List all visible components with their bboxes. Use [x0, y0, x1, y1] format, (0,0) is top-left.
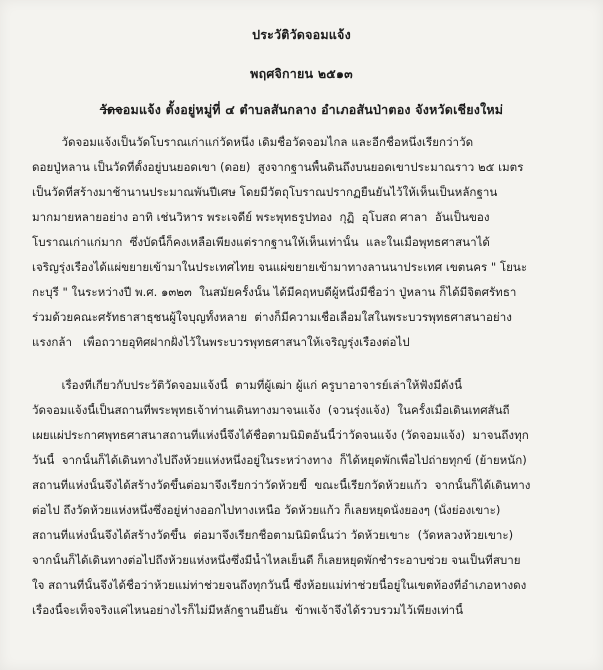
p1-line: เป็นวัดที่สร้างมาช้านานประมาณพันปีเศษ โดยมีวัตถุโบราณปรากฏยืนยันไว้ให้เห็นเป็นหลักฐาน: [32, 185, 498, 199]
p2-line: เผยแผ่ประกาศพุทธศาสนาสถานที่แห่งนี้จึงได้ชื่อตามนิมิตอันนี้ว่าวัดจนแจ้ง (วัดจอมแจ้ง) มาจนถึงทุก: [32, 428, 529, 442]
document-title: ประวัติวัดจอมแจ้ง: [252, 27, 351, 42]
p2-line: จากนั้นก็ได้เดินทางต่อไปถึงห้วยแห่งหนึ่งซึ่งมีน้ำไหลเย็นดี ก็เลยหยุดพักชำระอาบซ่วย จนเป็นที่สบาย: [32, 553, 521, 567]
p1-line: วัดจอมแจ้งเป็นวัดโบราณเก่าแก่วัดหนึ่ง เดิมชื่อวัดจอมไกล และอีกชื่อหนึ่งเรียกว่าวัด: [32, 135, 474, 149]
p2-line: สถานที่แห่งนั้นจึงได้สร้างวัดขึ้นต่อมาจึงเรียกว่าวัดห้วยขี้ ขณะนี้เรียกวัดห้วยแก้ว จากนั้นก็ได้เดินทาง: [32, 478, 531, 492]
document-date: พฤศจิกายน ๒๕๑๓: [250, 66, 353, 81]
location-text: อมแจ้ง ตั้งอยู่หมู่ที่ ๔ ตำบลสันกลาง อำเภอสันป่าตอง จังหวัดเชียงใหม่: [122, 102, 504, 117]
p1-line: กะบุรี " ในระหว่างปี พ.ศ. ๑๓๒๓ ในสมัยครั้งนั้น ได้มีคฤหบดีผู้หนึ่งมีชื่อว่า ปู่หลาน ก็ได้มีจิตศรัทธา: [32, 285, 517, 299]
p1-line: แรงกล้า เพื่อถวายอุทิศฝากฝั่งไว้ในพระบวรพุทธศาสนาให้เจริญรุ่งเรืองต่อไป: [32, 335, 410, 349]
p2-line: วัดจอมแจ้งนี้เป็นสถานที่พระพุทธเจ้าท่านเดินทางมาจนแจ้ง (จวนรุ่งแจ้ง) ในครั้งเมื่อเดินเทศสันถี: [32, 403, 510, 417]
p1-line: ร่วมด้วยคณะศรัทธาสาธุชนผู้ใจบุญทั้งหลาย ต่างก็มีความเชื่อเลื่อมใสในพระบวรพุทธศาสนาอย่าง: [32, 310, 512, 324]
p1-line: มากมายหลายอย่าง อาทิ เช่นวิหาร พระเจดีย์ พระพุทธรูปทอง กุฏิ อุโบสถ ศาลา อันเป็นของ: [32, 210, 490, 224]
p2-line: ต่อไป ถึงวัดห้วยแห่งหนึ่งซึ่งอยู่ห่างออกไปทางเหนือ วัดห้วยแก้ว ก็เลยหยุดนั่งยองๆ (นั่งย่องเขาะ): [32, 503, 501, 517]
struck-text: วัดจ: [99, 102, 123, 117]
p1-line: ดอยปู่หลาน เป็นวัดที่ตั้งอยู่บนยอดเขา (ดอย) สูงจากฐานพื้นดินถึงบนยอดเขาประมาณราว ๒๕ เมตร: [32, 160, 524, 174]
p2-line: วันนี้ จากนั้นก็ได้เดินทางไปถึงห้วยแห่งหนึ่งอยู่ในระหว่างทาง ก็ได้หยุดพักเพื่อไปถ่ายทุกข์ (ย้ายหนัก): [32, 453, 527, 467]
p2-line: เรื่องที่เกี่ยวกับประวัติวัดจอมแจ้งนี้ ตามที่ผู้เฒ่า ผู้แก่ ครูบาอาจารย์เล่าให้ฟังมีดังนี้: [32, 378, 462, 392]
p2-line: สถานที่แห่งนั้นจึงได้สร้างวัดขึ้น ต่อมาจึงเรียกชื่อตามนิมิตนั้นว่า วัดห้วยเขาะ (วัดหลวงห้วยเขาะ): [32, 528, 514, 542]
p1-line: เจริญรุ่งเรืองได้แผ่ขยายเข้ามาในประเทศไทย จนแผ่ขยายเข้ามาทางลานนาประเทศ เขตนคร " โยนะ: [32, 260, 528, 274]
document-location: [0, 100, 603, 120]
p2-line: ใจ สถานที่นั้นจึงได้ชื่อว่าห้วยแม่ท่าช่วยจนถึงทุกวันนี้ ซึ่งห้อยแม่ท่าช่วยนี้อยู่ในเขตท้องที่อำเภอหางดง: [32, 578, 527, 592]
p1-line: โบราณเก่าแก่มาก ซึ่งบัดนี้ก็คงเหลือเพียงแต่รากฐานให้เห็นเท่านั้น และในเมื่อพุทธศาสนาได้: [32, 235, 490, 249]
p2-line: เรื่องนี้จะเท็จจริงแค่ไหนอย่างไรก็ไม่มีหลักฐานยืนยัน ข้าพเจ้าจึงได้รวบรวมไว้เพียงเท่านี้: [32, 603, 464, 617]
